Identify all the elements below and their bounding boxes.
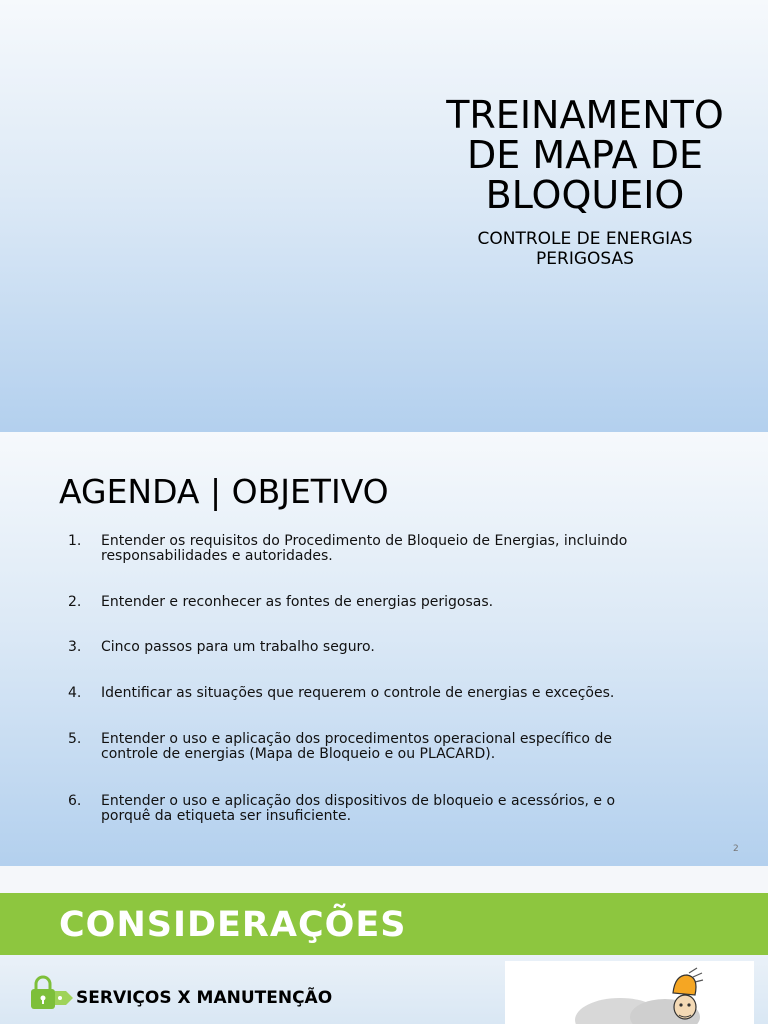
agenda-item-number: 6. [68, 793, 82, 809]
cartoon-image [505, 961, 754, 1024]
agenda-heading: AGENDA | OBJETIVO [59, 472, 389, 511]
banner-title: CONSIDERAÇÕES [59, 905, 407, 945]
agenda-item-3 [68, 640, 708, 655]
agenda-item-line: Entender o uso e aplicação dos dispositivos de bloqueio e acessórios, e o [101, 793, 616, 809]
subtitle [420, 229, 750, 269]
lock-tag-icon [28, 975, 74, 1011]
agenda-item-line: Identificar as situações que requerem o controle de energias e exceções. [101, 685, 615, 701]
agenda-item-line: Cinco passos para um trabalho seguro. [101, 639, 375, 655]
agenda-item-number: 3. [68, 639, 82, 655]
agenda-slide [0, 432, 768, 866]
subtitle-line-2: PERIGOSAS [536, 249, 634, 269]
agenda-item-line: Entender e reconhecer as fontes de energias perigosas. [101, 594, 494, 610]
considerations-slide [0, 866, 768, 1024]
lower-panel [0, 955, 768, 1024]
agenda-item-number: 1. [68, 533, 82, 549]
title-block [420, 95, 750, 269]
agenda-item-2 [68, 595, 708, 610]
subtitle-line-1: CONTROLE DE ENERGIAS [477, 229, 693, 249]
agenda-item-text [101, 595, 708, 610]
agenda-item-text [101, 794, 708, 824]
section-label: SERVIÇOS X MANUTENÇÃO [76, 988, 333, 1008]
agenda-item-line: Entender os requisitos do Procedimento de Bloqueio de Energias, incluindo [101, 533, 628, 549]
agenda-list [68, 534, 708, 824]
page-number: 2 [733, 844, 739, 854]
agenda-item-line: Entender o uso e aplicação dos procedimentos operacional específico de [101, 731, 612, 747]
main-title-line-2: DE MAPA DE [467, 133, 703, 177]
agenda-item-line: controle de energias (Mapa de Bloqueio e ou PLACARD). [101, 746, 496, 762]
considerations-banner [0, 893, 768, 955]
agenda-item-line: responsabilidades e autoridades. [101, 548, 333, 564]
main-title [420, 95, 750, 215]
agenda-item-text [101, 640, 708, 655]
agenda-item-text [101, 534, 708, 564]
agenda-item-6 [68, 794, 708, 824]
main-title-line-3: BLOQUEIO [485, 173, 685, 217]
agenda-item-line: porquê da etiqueta ser insuficiente. [101, 808, 352, 824]
agenda-item-4 [68, 686, 708, 701]
agenda-item-1 [68, 534, 708, 564]
title-slide [0, 0, 768, 432]
agenda-item-number: 2. [68, 594, 82, 610]
agenda-item-text [101, 686, 708, 701]
agenda-item-text [101, 732, 708, 762]
main-title-line-1: TREINAMENTO [446, 93, 724, 137]
worker-cartoon-icon [565, 965, 715, 1024]
agenda-item-number: 5. [68, 731, 82, 747]
agenda-item-number: 4. [68, 685, 82, 701]
agenda-item-5 [68, 732, 708, 762]
